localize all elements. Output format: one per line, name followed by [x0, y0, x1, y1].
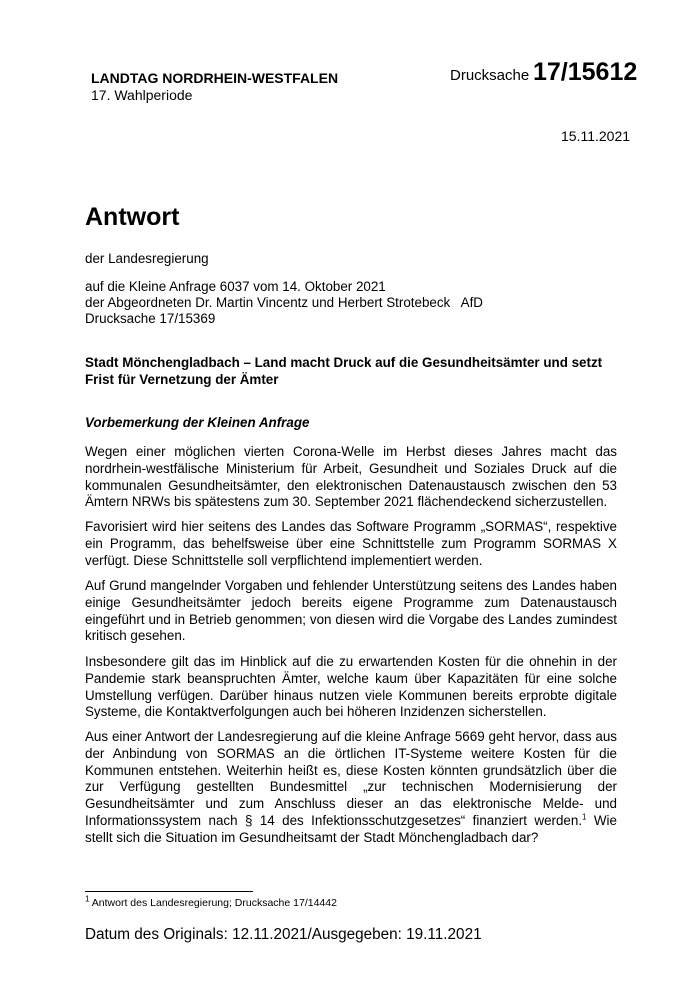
document-number: 17/15612: [533, 58, 638, 86]
paragraph-2: Favorisiert wird hier seitens des Landes das Software Programm „SORMAS“, respektive ein Programm, das behelfsweise über eine Schnittstelle zum Programm SORMAS X verfügt. Diese Schnittstelle soll verpflichtend implementiert werden.: [85, 519, 617, 568]
legislative-period: 17. Wahlperiode: [91, 87, 193, 103]
paragraph-3: Auf Grund mangelnder Vorgaben und fehlender Unterstützung seitens des Landes haben einige Gesundheitsämter jedoch bereits eigene Programme zum Datenaustausch eingeführt und in Betrieb genommen; von diesen wird die Vorgabe des Landes zumindest kritisch gesehen.: [85, 578, 617, 644]
parliament-name: LANDTAG NORDRHEIN-WESTFALEN: [91, 70, 339, 86]
document-label: Drucksache: [450, 67, 530, 84]
subtitle: der Landesregierung: [85, 251, 209, 266]
reference-block: [85, 279, 483, 327]
document-date: 15.11.2021: [561, 128, 631, 144]
paragraph-5: [85, 729, 617, 847]
footnote: [85, 894, 337, 909]
original-date-footer: Datum des Originals: 12.11.2021/Ausgegeben: 19.11.2021: [85, 926, 482, 943]
paragraph-5-tail: Wie stellt sich die Situation im Gesundheitsamt der Stadt Mönchengladbach dar?: [85, 812, 617, 845]
paragraph-4: Insbesondere gilt das im Hinblick auf die zu erwartenden Kosten für die ohnehin in der Pandemie stark beanspruchten Ämter, welche kaum über Kapazitäten für eine solche Umstellung verfügen. Darüber hinaus nutzen viele Kommunen bereits erprobte digitale Systeme, die Kontaktverfolgungen auch bei höheren Inzidenzen sicherstellen.: [85, 654, 617, 720]
reference-line-3: Drucksache 17/15369: [85, 311, 216, 326]
page-title: Antwort: [85, 203, 180, 231]
footnote-divider: [85, 891, 253, 892]
footnote-text: Antwort des Landesregierung; Drucksache 17/14442: [89, 897, 337, 909]
section-title: Vorbemerkung der Kleinen Anfrage: [85, 415, 310, 430]
paragraph-1: Wegen einer möglichen vierten Corona-Welle im Herbst dieses Jahres macht das nordrhein-westfälische Ministerium für Arbeit, Gesundheit und Soziales Druck auf die kommunalen Gesundheitsämter, den elektronischen Datenaustausch zwischen den 53 Ämtern NRWs bis spätestens zum 30. September 2021 flächendeckend sicherzustellen.: [85, 444, 617, 510]
paragraph-5-main: Aus einer Antwort der Landesregierung auf die kleine Anfrage 5669 geht hervor, dass aus der Anbindung von SORMAS an die örtlichen IT-Systeme weitere Kosten für die Kommunen entstehen. Weiterhin heißt es, diese Kosten könnten grundsätzlich über die zur Verfügung gestellten Bundesmittel „zur technischen Modernisierung der Gesundheitsämter und zum Anschluss dieser an das elektronische Melde- und Informationssystem nach § 14 des Infektionsschutzgesetzes“ finanziert werden.: [85, 729, 617, 828]
footnote-reference: 1: [582, 812, 587, 822]
reference-line-1: auf die Kleine Anfrage 6037 vom 14. Oktober 2021: [85, 279, 386, 294]
inquiry-heading: Stadt Mönchengladbach – Land macht Druck auf die Gesundheitsämter und setzt Frist für Vernetzung der Ämter: [85, 355, 603, 387]
footnote-marker: 1: [85, 894, 90, 904]
reference-line-2: der Abgeordneten Dr. Martin Vincentz und Herbert Strotebeck AfD: [85, 295, 483, 310]
